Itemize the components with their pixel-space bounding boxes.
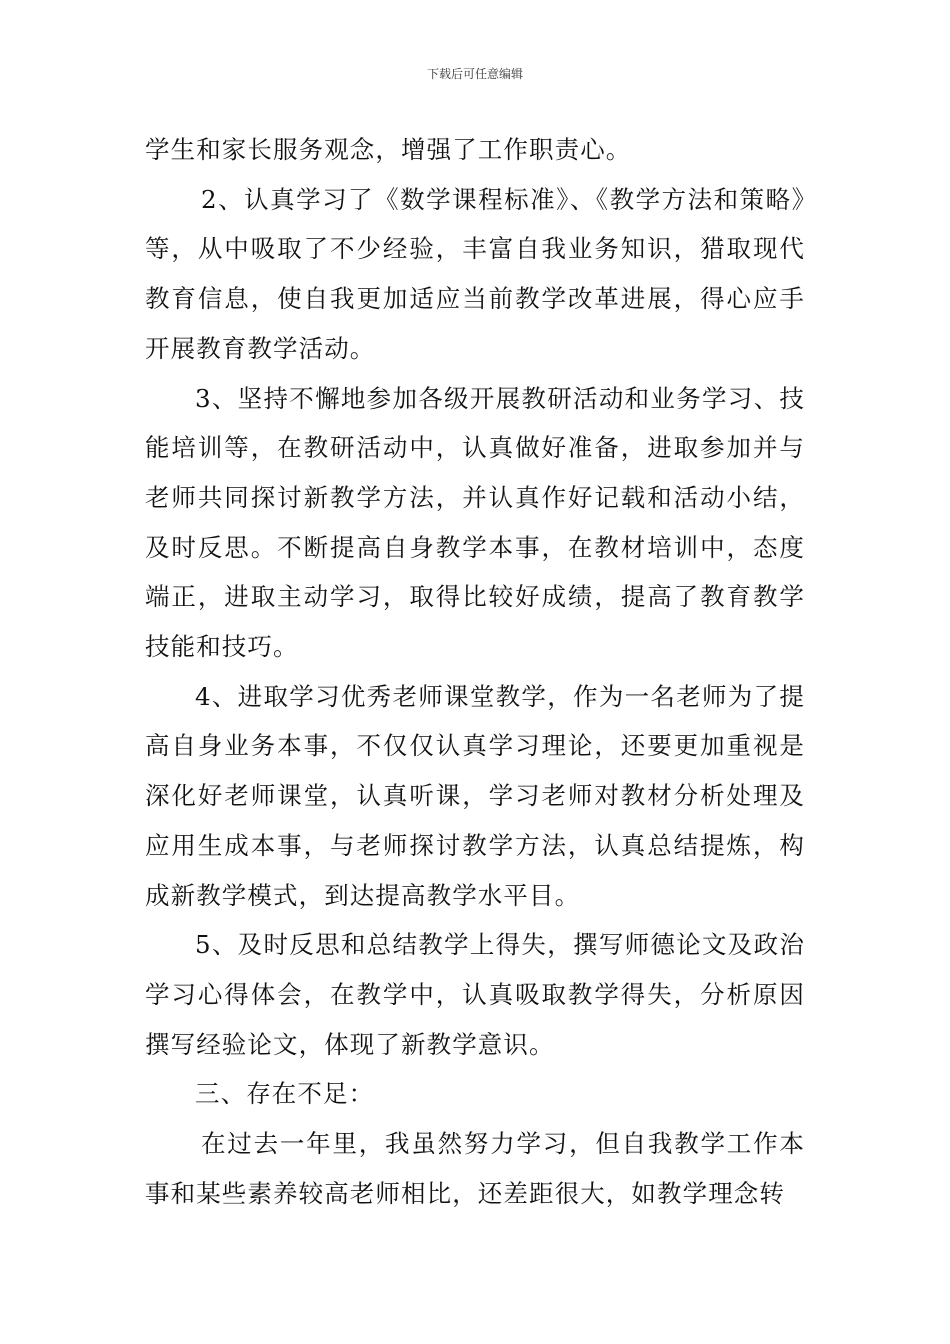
paragraph-shortcomings: 在过去一年里，我虽然努力学习，但自我教学工作本事和某些素养较高老师相比，还差距很大，如教学理念转 xyxy=(145,1129,805,1208)
page-header-note: 下载后可任意编辑 xyxy=(426,67,523,81)
paragraph-continuation: 学生和家长服务观念，增强了工作职责心。 xyxy=(145,135,632,164)
section-heading-shortcomings: 三、存在不足： xyxy=(195,1079,375,1109)
paragraph-item-3: 3、坚持不懈地参加各级开展教研活动和业务学习、技能培训等，在教研活动中，认真做好准备，进取参加并与老师共同探讨新教学方法，并认真作好记载和活动小结，及时反思。不断提高自身教学本事，在教材培训中，态度端正，进取主动学习，取得比较好成绩，提高了教育教学技能和技巧。 xyxy=(145,383,805,662)
paragraph-item-4: 4、进取学习优秀老师课堂教学，作为一名老师为了提高自身业务本事，不仅仅认真学习理论，还要更加重视是深化好老师课堂，认真听课，学习老师对教材分析处理及应用生成本事，与老师探讨教学方法，认真总结提炼，构成新教学模式，到达提高教学水平目。 xyxy=(145,681,805,910)
document-body xyxy=(145,125,805,1218)
paragraph-item-2: 2、认真学习了《数学课程标准》、《教学方法和策略》等，从中吸取了不少经验，丰富自我业务知识，猎取现代教育信息，使自我更加适应当前教学改革进展，得心应手开展教育教学活动。 xyxy=(145,184,805,363)
paragraph-item-5: 5、及时反思和总结教学上得失，撰写师德论文及政治学习心得体会，在教学中，认真吸取教学得失，分析原因撰写经验论文，体现了新教学意识。 xyxy=(145,930,805,1059)
